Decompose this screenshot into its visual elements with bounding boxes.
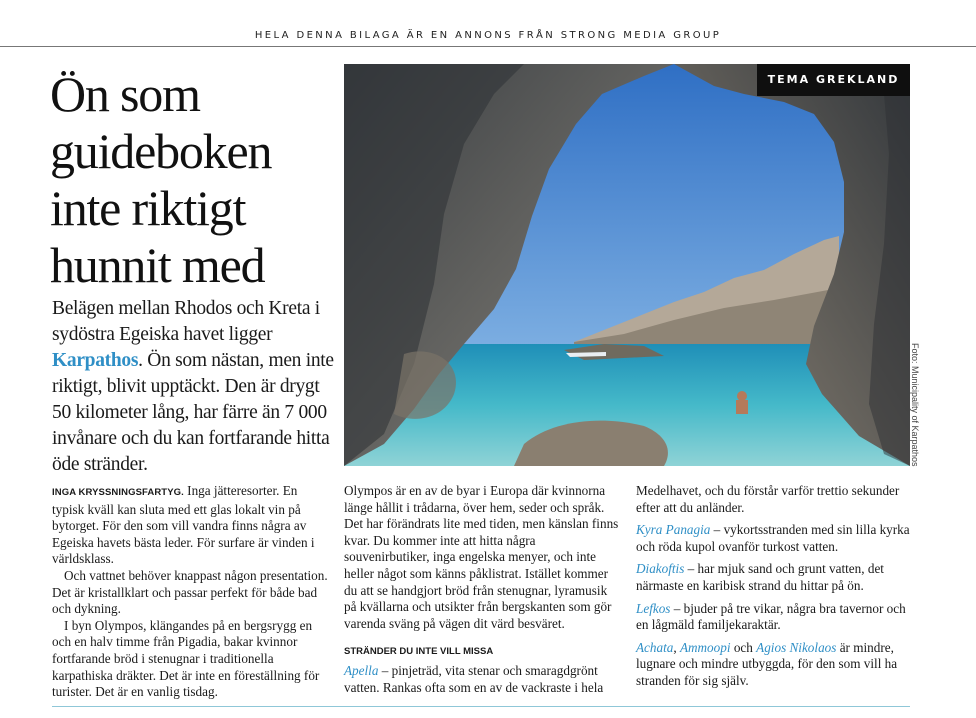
beach-description: – pinjeträd, vita stenar och smaragdgrönt vatten. Rankas ofta som en av de vackraste i hela [344,662,604,695]
lead-in: INGA KRYSSNINGSFARTYG. [52,487,184,498]
beach-item [636,561,912,594]
ingress-text-start: Belägen mellan Rhodos och Kreta i sydöstra Egeiska havet ligger [52,298,320,345]
beach-item [344,663,620,696]
body-column-3 [636,483,912,690]
beach-name: Achata [636,639,674,655]
beach-name: Kyra Panagia [636,522,711,538]
ingress-place-name: Karpathos [52,350,139,371]
cave-beach-photo [344,64,910,466]
bottom-divider [52,706,910,707]
beach-item [636,640,912,690]
beach-item [636,601,912,634]
beach-description: – bjuder på tre vikar, några bra tavernor och en lågmäld familjekaraktär. [636,600,906,633]
paragraph: I byn Olympos, klängandes på en bergsrygg en och en halv timme från Pigadia, bakar kvinnor fortfarande bröd i stenugnar i traditionella karpathiska dräkter. Det är inte en föreställning för turister. Det är en vanlig tisdag. [52,617,320,700]
beach-name: Agios Nikolaos [756,639,837,655]
photo-illustration [344,64,910,466]
beach-name: Apella [344,662,379,678]
beach-name: Lefkos [636,600,671,616]
separator: , [673,639,680,655]
paragraph [52,483,328,568]
ingress-text-end: . Ön som nästan, men inte riktigt, blivit upptäckt. Den är drygt 50 kilometer lång, har färre än 7 000 invånare och du kan fortfarande hitta öde stränder. [52,350,334,475]
beach-name: Diakoftis [636,561,685,577]
paragraph: Och vattnet behöver knappast någon presentation. Det är kristallklart och passar perfekt för både bad och dykning. [52,567,328,617]
beach-description: är mindre, lugnare och mindre utbyggda, för den som vill ha stranden för sig själv. [636,639,898,688]
advertisement-notice: HELA DENNA BILAGA ÄR EN ANNONS FRÅN STRONG MEDIA GROUP [254,30,722,41]
article-headline: Ön som guideboken inte riktigt hunnit med [50,66,272,293]
beach-item [636,522,912,555]
top-banner [0,0,976,46]
theme-tag: TEMA GREKLAND [757,64,910,96]
paragraph: Medelhavet, och du förstår varför trettio sekunder efter att du anländer. [636,483,900,515]
banner-divider [0,46,976,47]
paragraph: Olympos är en av de byar i Europa där kvinnorna länge hållit i trådarna, över hem, seder och språk. Det har förändrats lite med tiden, men känslan finns kvar. Du kommer inte att hitta några souvenirbutiker, inga engelska menyer, och inte heller något som känns påklistrat. Istället kommer du att se handgjort bröd från stenugnar, lyramusik på kvällarna och utsikter från bergskanten som gör varenda sväng på vägen dit värd besväret. [344,483,619,631]
photo-credit [910,343,930,467]
beach-description: – har mjuk sand och grunt vatten, det närmaste en karibisk strand du hittar på ön. [636,561,884,593]
body-column-1 [52,483,328,701]
paragraph-text: Inga jätteresorter. En typisk kväll kan sluta med ett glas lokalt vin på bytorget. För den som vill vandra finns några av Egeiska havets bästa leder. För surfare är vinden i världsklass. [52,483,315,567]
article-ingress [52,296,342,478]
body-column-2 [344,483,620,696]
beaches-subheading: STRÄNDER DU INTE VILL MISSA [344,646,494,658]
beach-description: – vykortsstranden med sin lilla kyrka och röda kupol ovanför turkost vatten. [636,522,910,554]
photo-credit-text: Foto: Municipality of Karpathos [910,343,920,467]
beach-name: Ammoopi [679,639,731,655]
separator: och [730,639,757,655]
